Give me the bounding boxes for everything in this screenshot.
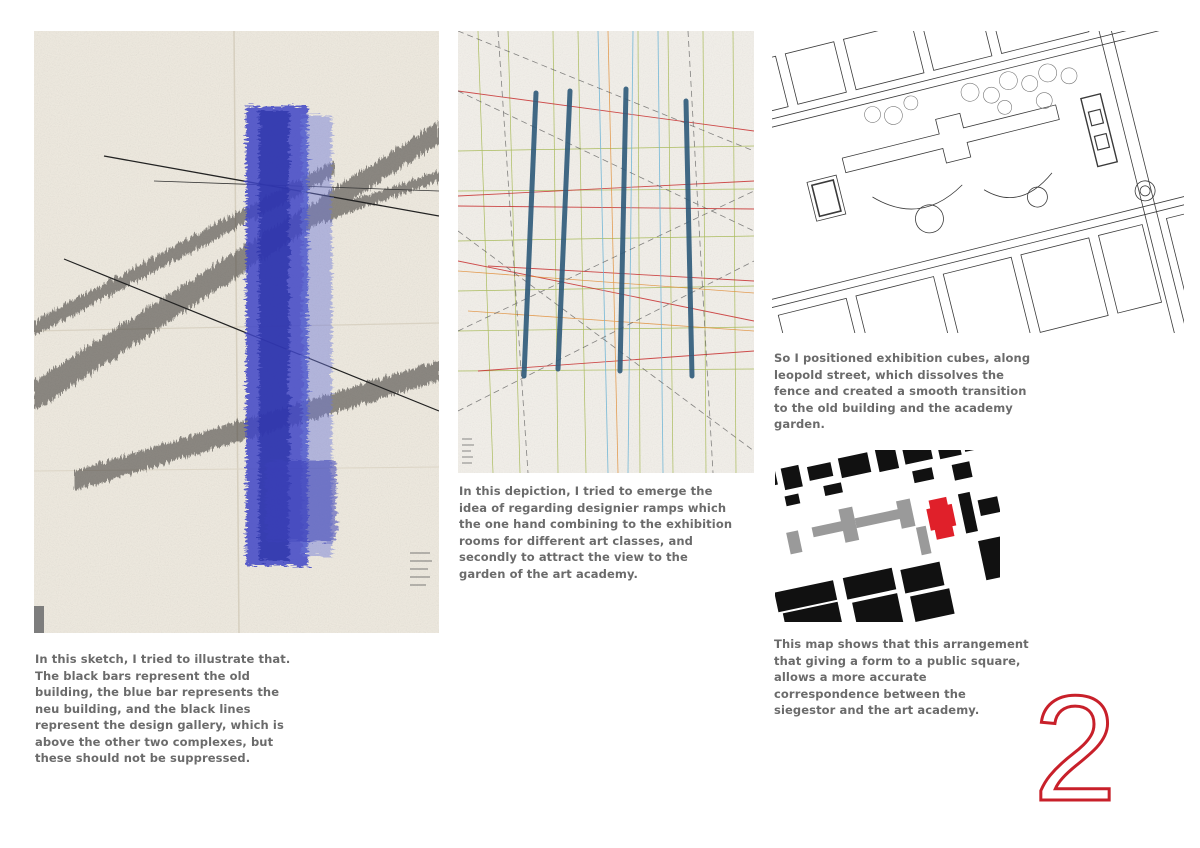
caption-line: leopold street, which dissolves the (774, 367, 1005, 382)
caption-line: represent the design gallery, which is (35, 718, 284, 732)
depiction-caption (459, 483, 732, 582)
sketch-caption (35, 651, 290, 767)
figure-ground-map-image (775, 450, 1000, 622)
caption-line: In this depiction, I tried to emerge the (459, 484, 713, 498)
caption-line: above the other two complexes, but (35, 734, 274, 749)
caption-line: garden. (774, 417, 825, 431)
caption-line: idea of regarding designier ramps which (459, 500, 727, 515)
caption-line: building, the blue bar represents the (35, 685, 280, 699)
caption-line: fence and created a smooth transition (774, 384, 1027, 398)
page-number-text: 2 (1033, 688, 1117, 808)
sketch-ramps-image (458, 31, 754, 473)
caption-line: the one hand combining to the exhibition (459, 517, 733, 531)
caption-line: allows a more accurate (774, 670, 927, 684)
cubes-caption (774, 350, 1030, 433)
caption-line: neu building, and the black lines (35, 701, 251, 716)
caption-line: garden of the art academy. (459, 566, 638, 581)
caption-line: correspondence between the (774, 686, 966, 701)
page-number (1030, 688, 1120, 808)
caption-line: secondly to attract the view to the (459, 550, 688, 564)
site-plan-image (772, 31, 1184, 333)
caption-line: This map shows that this arrangement (774, 637, 1029, 651)
caption-line: rooms for different art classes, and (459, 533, 693, 548)
sketch-old-new-building-image (34, 31, 439, 633)
caption-line: So I positioned exhibition cubes, along (774, 351, 1031, 365)
caption-line: The black bars represent the old (35, 668, 251, 683)
map-caption (774, 636, 1029, 719)
caption-line: to the old building and the academy (774, 400, 1013, 415)
caption-line: that giving a form to a public square, (774, 653, 1021, 668)
caption-line: these should not be suppressed. (35, 751, 251, 765)
caption-line: In this sketch, I tried to illustrate that. (35, 652, 291, 666)
caption-line: siegestor and the art academy. (774, 703, 980, 717)
